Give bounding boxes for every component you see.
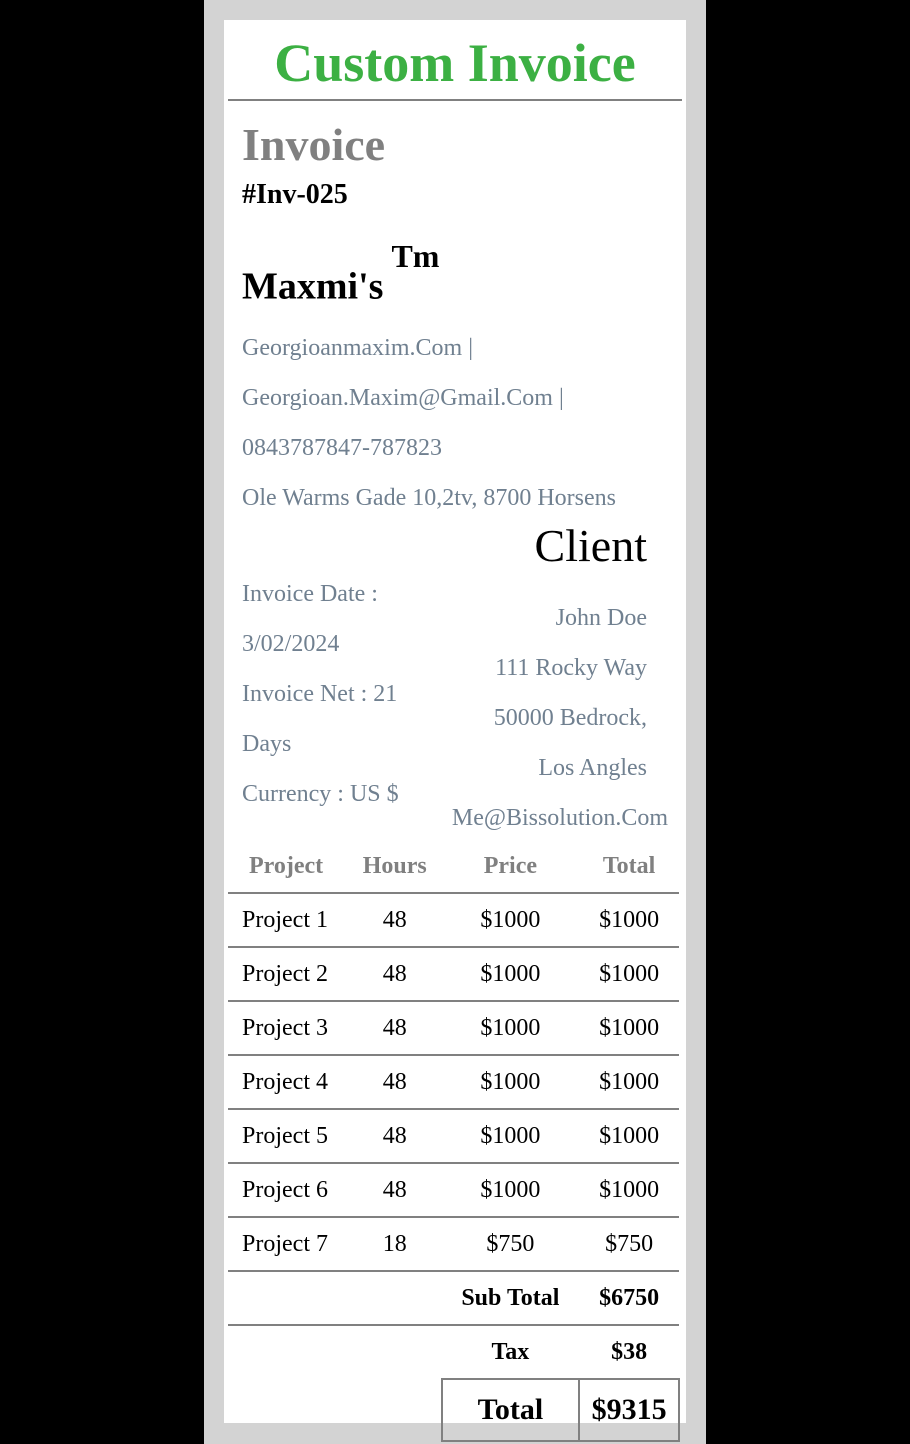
cell-total: $1000: [579, 1055, 679, 1109]
subtotal-row: [228, 1271, 679, 1325]
cell-price: $1000: [442, 1109, 580, 1163]
brand-title: Custom Invoice: [274, 33, 636, 93]
cell-project: Project 2: [228, 947, 348, 1001]
invoice-heading: Invoice: [242, 119, 386, 170]
table-row: [228, 1055, 679, 1109]
cell-price: $750: [442, 1217, 580, 1271]
invoice-currency: Currency : US $: [242, 781, 399, 807]
cell-total: $1000: [579, 947, 679, 1001]
invoice-number: #Inv-025: [242, 179, 348, 210]
subtotal-value: $6750: [579, 1271, 679, 1325]
cell-hours: 48: [348, 1001, 442, 1055]
header-total: Total: [579, 840, 679, 893]
company-website[interactable]: Georgioanmaxim.Com |: [242, 335, 473, 361]
cell-total: $750: [579, 1217, 679, 1271]
company-email[interactable]: Georgioan.Maxim@Gmail.Com |: [242, 385, 564, 411]
subtotal-label: Sub Total: [442, 1271, 580, 1325]
cell-price: $1000: [442, 947, 580, 1001]
client-name: John Doe: [555, 605, 647, 631]
invoice-date-value: 3/02/2024: [242, 631, 340, 657]
cell-hours: 48: [348, 1109, 442, 1163]
invoice-date-label: Invoice Date :: [242, 581, 378, 607]
cell-hours: 48: [348, 947, 442, 1001]
cell-price: $1000: [442, 893, 580, 947]
client-region: Los Angles: [538, 755, 647, 781]
cell-hours: 48: [348, 1055, 442, 1109]
table-row: [228, 1109, 679, 1163]
company-name: Maxmi's: [242, 265, 384, 308]
client-email[interactable]: Me@Bissolution.Com: [451, 805, 668, 831]
grand-total-row: [228, 1379, 679, 1441]
empty-cell: [348, 1325, 442, 1379]
page-frame: [204, 0, 706, 1444]
invoice-net-unit: Days: [242, 731, 292, 757]
cell-project: Project 6: [228, 1163, 348, 1217]
table-row: [228, 1001, 679, 1055]
cell-price: $1000: [442, 1163, 580, 1217]
empty-cell: [228, 1325, 348, 1379]
table-header-row: [228, 840, 679, 893]
empty-cell: [228, 1271, 348, 1325]
client-street: 111 Rocky Way: [495, 655, 647, 681]
company-name-block: [242, 238, 440, 309]
empty-cell: [228, 1379, 348, 1441]
company-address: Ole Warms Gade 10,2tv, 8700 Horsens: [242, 485, 617, 511]
table-row: [228, 1163, 679, 1217]
cell-project: Project 7: [228, 1217, 348, 1271]
company-phone: 0843787847-787823: [242, 435, 442, 461]
cell-hours: 18: [348, 1217, 442, 1271]
cell-total: $1000: [579, 893, 679, 947]
tax-value: $38: [611, 1338, 648, 1365]
empty-cell: [348, 1379, 442, 1441]
table-row: [228, 947, 679, 1001]
cell-project: Project 3: [228, 1001, 348, 1055]
cell-price: $1000: [442, 1001, 580, 1055]
client-city: 50000 Bedrock,: [493, 705, 647, 731]
grand-total-value: $9315: [579, 1379, 679, 1441]
cell-hours: 48: [348, 1163, 442, 1217]
cell-project: Project 5: [228, 1109, 348, 1163]
empty-cell: [348, 1271, 442, 1325]
cell-project: Project 1: [228, 893, 348, 947]
tax-row: [228, 1325, 679, 1379]
header-price: Price: [442, 840, 580, 893]
table-row: [228, 1217, 679, 1271]
grand-total-label: Total: [442, 1379, 580, 1441]
cell-price: $1000: [442, 1055, 580, 1109]
invoice-paper: [224, 20, 686, 1426]
title-divider: [228, 99, 682, 101]
client-heading: Client: [534, 520, 647, 571]
cell-hours: 48: [348, 893, 442, 947]
cell-total: $1000: [579, 1001, 679, 1055]
header-project: Project: [228, 840, 348, 893]
header-hours: Hours: [348, 840, 442, 893]
cell-project: Project 4: [228, 1055, 348, 1109]
invoice-items-table: [228, 840, 680, 1442]
invoice-net-label: Invoice Net : 21: [242, 681, 398, 707]
trademark-mark: Tm: [391, 238, 440, 274]
cell-total: $1000: [579, 1163, 679, 1217]
table-row: [228, 893, 679, 947]
tax-label: Tax: [491, 1338, 530, 1365]
cell-total: $1000: [579, 1109, 679, 1163]
